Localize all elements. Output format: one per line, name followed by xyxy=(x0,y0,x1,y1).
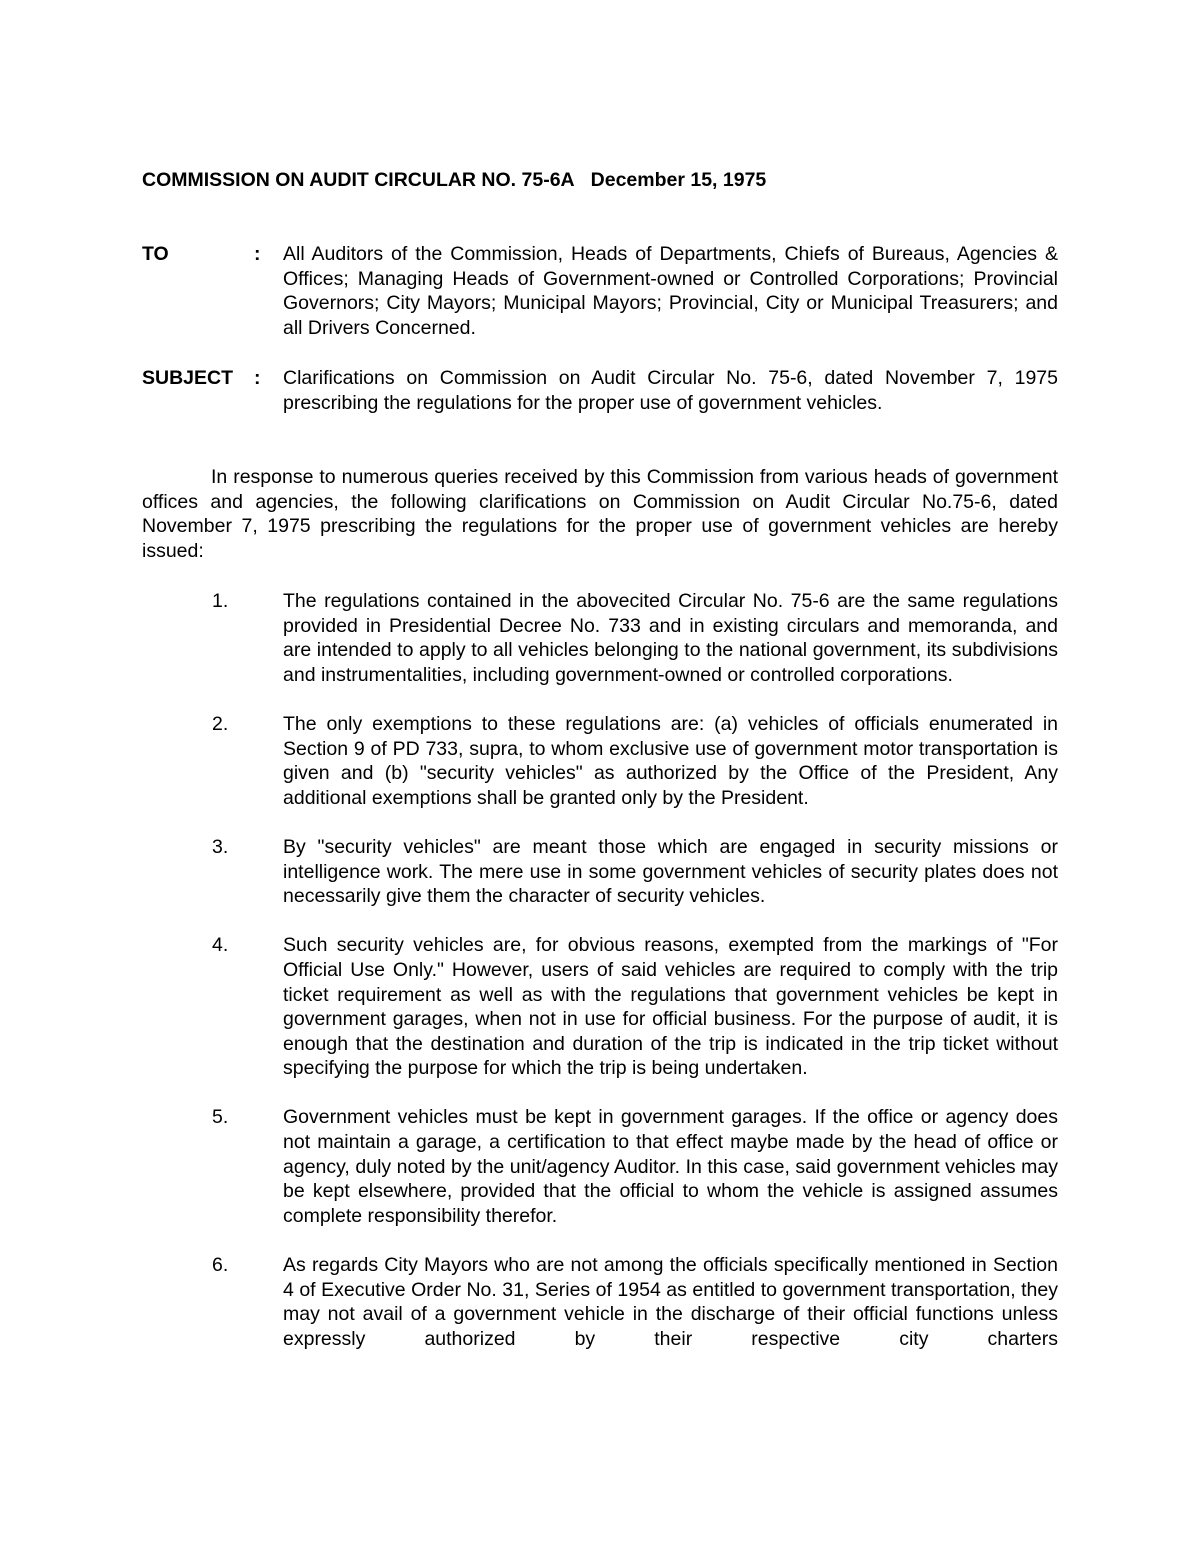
subject-block xyxy=(142,366,1058,415)
subject-label: SUBJECT xyxy=(142,367,234,389)
to-block xyxy=(142,242,1058,340)
item-number: 1. xyxy=(212,590,229,612)
list-item xyxy=(142,835,1058,909)
clarification-list xyxy=(142,589,1058,1376)
circular-date: December 15, 1975 xyxy=(590,169,767,191)
circular-title-line xyxy=(142,167,766,193)
intro-paragraph: In response to numerous queries received by this Commission from various heads of government offices and agencies, the following clarifications on Commission on Audit Circular No.75-6, dated November 7, 1975 prescribing the regulations for the proper use of government vehicles are hereby issued: xyxy=(142,466,1058,562)
subject-colon: : xyxy=(254,367,261,389)
item-text: As regards City Mayors who are not among the officials specifically mentioned in Section 4 of Executive Order No. 31, Series of 1954 as entitled to government transportation, they may not avail of a government vehicle in the discharge of their official functions unless expressly authorized by their respective city charters xyxy=(283,1254,1058,1350)
list-item xyxy=(142,933,1058,1081)
item-number: 3. xyxy=(212,835,229,858)
item-number: 5. xyxy=(212,1106,229,1129)
item-text: The only exemptions to these regulations are: (a) vehicles of officials enumerated in Section 9 of PD 733, supra, to whom exclusive use of government motor transportation is given and (b) "security vehicles" as authorized by the Office of the President, Any additional exemptions shall be granted only by the President. xyxy=(283,712,1058,809)
to-label: TO xyxy=(142,243,169,265)
item-text: The regulations contained in the abovecited Circular No. 75-6 are the same regulations provided in Presidential Decree No. 733 and in existing circulars and memoranda, and are intended to apply to all vehicles belonging to the national government, its subdivisions and instrumentalities, including government-owned or controlled corporations. xyxy=(283,590,1058,686)
item-text: Government vehicles must be kept in government garages. If the office or agency does not maintain a garage, a certification to that effect maybe made by the head of office or agency, duly noted by the unit/agency Auditor. In this case, said government vehicles may be kept elsewhere, provided that the official to whom the vehicle is assigned assumes complete responsibility therefor. xyxy=(283,1106,1058,1227)
circular-number: COMMISSION ON AUDIT CIRCULAR NO. 75-6A xyxy=(142,169,575,191)
item-text: By "security vehicles" are meant those which are engaged in security missions or intelligence work. The mere use in some government vehicles of security plates does not necessarily give them the character of security vehicles. xyxy=(283,835,1058,908)
subject-text: Clarifications on Commission on Audit Circular No. 75-6, dated November 7, 1975 prescribing the regulations for the proper use of government vehicles. xyxy=(283,367,1058,414)
item-number: 2. xyxy=(212,712,229,735)
list-item xyxy=(142,589,1058,687)
list-item xyxy=(142,1253,1058,1351)
item-number: 6. xyxy=(212,1254,229,1277)
to-colon: : xyxy=(254,243,261,265)
list-item xyxy=(142,1105,1058,1228)
to-recipients: All Auditors of the Commission, Heads of Departments, Chiefs of Bureaus, Agencies & Offices; Managing Heads of Government-owned or Controlled Corporations; Provincial Governors; City Mayors; Municipal Mayors; Provincial, City or Municipal Treasurers; and all Drivers Concerned. xyxy=(283,243,1058,339)
list-item xyxy=(142,712,1058,810)
item-number: 4. xyxy=(212,934,229,957)
item-text: Such security vehicles are, for obvious reasons, exempted from the markings of "For Official Use Only." However, users of said vehicles are required to comply with the trip ticket requirement as well as with the regulations that government vehicles be kept in government garages, when not in use for official business. For the purpose of audit, it is enough that the destination and duration of the trip is indicated in the trip ticket without specifying the purpose for which the trip is being undertaken. xyxy=(283,934,1058,1080)
